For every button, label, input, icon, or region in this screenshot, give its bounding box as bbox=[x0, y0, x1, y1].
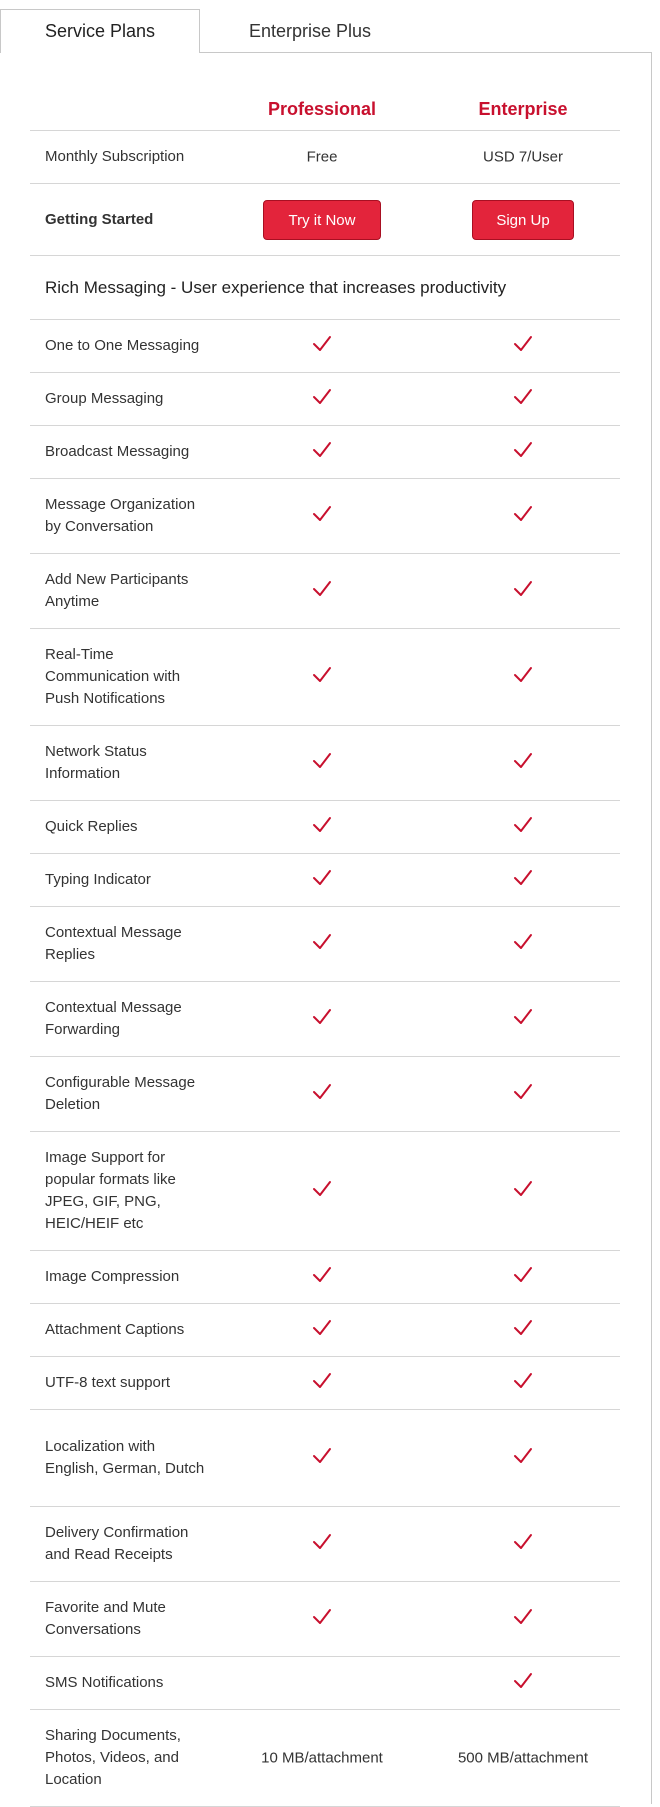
checkmark-icon bbox=[242, 440, 402, 464]
feature-row bbox=[30, 554, 620, 629]
feature-row bbox=[30, 726, 620, 801]
section-title: Rich Messaging - User experience that increases productivity bbox=[45, 277, 507, 297]
professional-limit: 10 MB/attachment bbox=[261, 1749, 383, 1767]
feature-row bbox=[30, 1657, 620, 1710]
checkmark-icon bbox=[443, 334, 603, 358]
feature-label: Message Organization by Conversation bbox=[45, 496, 196, 535]
checkmark-icon bbox=[443, 1607, 603, 1631]
feature-label: Image Compression bbox=[45, 1268, 180, 1285]
checkmark-icon bbox=[443, 1318, 603, 1342]
feature-label: Real-Time Communication with Push Notifications bbox=[45, 646, 181, 707]
feature-row bbox=[30, 1132, 620, 1251]
checkmark-icon bbox=[242, 1532, 402, 1556]
panel-border bbox=[651, 52, 652, 1804]
checkmark-icon bbox=[443, 440, 603, 464]
feature-label: One to One Messaging bbox=[45, 337, 200, 354]
feature-label: Network Status Information bbox=[45, 743, 147, 782]
checkmark-icon bbox=[443, 868, 603, 892]
checkmark-icon bbox=[443, 1007, 603, 1031]
feature-label: Attachment Captions bbox=[45, 1321, 185, 1338]
professional-cta-cell bbox=[242, 200, 402, 240]
checkmark-icon bbox=[443, 579, 603, 603]
checkmark-icon bbox=[242, 932, 402, 956]
checkmark-icon bbox=[242, 868, 402, 892]
feature-row bbox=[30, 1410, 620, 1507]
checkmark-icon bbox=[242, 1607, 402, 1631]
checkmark-icon bbox=[443, 387, 603, 411]
feature-label: Group Messaging bbox=[45, 390, 164, 407]
feature-row bbox=[30, 982, 620, 1057]
pricing-row bbox=[30, 131, 620, 184]
plan-tabs bbox=[0, 0, 660, 53]
feature-label: Typing Indicator bbox=[45, 871, 151, 888]
feature-row bbox=[30, 426, 620, 479]
feature-row bbox=[30, 1710, 620, 1807]
checkmark-icon bbox=[242, 751, 402, 775]
enterprise-price: USD 7/User bbox=[482, 148, 564, 166]
feature-label: Contextual Message Replies bbox=[45, 924, 182, 963]
enterprise-limit: 500 MB/attachment bbox=[457, 1749, 589, 1767]
plan-header-row bbox=[30, 85, 620, 131]
checkmark-icon bbox=[443, 932, 603, 956]
checkmark-icon bbox=[443, 1265, 603, 1289]
checkmark-icon bbox=[443, 1532, 603, 1556]
checkmark-icon bbox=[443, 1179, 603, 1203]
checkmark-icon bbox=[443, 665, 603, 689]
section-header-row bbox=[30, 256, 620, 320]
feature-label: Broadcast Messaging bbox=[45, 443, 190, 460]
getting-started-row bbox=[30, 184, 620, 256]
enterprise-cta-cell bbox=[443, 200, 603, 240]
feature-label: SMS Notifications bbox=[45, 1674, 164, 1691]
feature-row bbox=[30, 629, 620, 726]
feature-label: Quick Replies bbox=[45, 818, 138, 835]
feature-list bbox=[30, 320, 620, 1807]
feature-row bbox=[30, 373, 620, 426]
checkmark-icon bbox=[242, 1179, 402, 1203]
checkmark-icon bbox=[242, 334, 402, 358]
pricing-label: Monthly Subscription bbox=[45, 148, 185, 165]
checkmark-icon bbox=[443, 504, 603, 528]
plan-enterprise-heading: Enterprise bbox=[478, 99, 568, 119]
checkmark-icon bbox=[242, 1318, 402, 1342]
comparison-table bbox=[30, 85, 620, 1807]
feature-label: Configurable Message Deletion bbox=[45, 1074, 196, 1113]
checkmark-icon bbox=[242, 1082, 402, 1106]
feature-row bbox=[30, 801, 620, 854]
checkmark-icon bbox=[242, 1446, 402, 1470]
checkmark-icon bbox=[242, 504, 402, 528]
tab-service-plans[interactable]: Service Plans bbox=[0, 9, 200, 53]
feature-row bbox=[30, 1304, 620, 1357]
checkmark-icon bbox=[443, 751, 603, 775]
feature-label: UTF-8 text support bbox=[45, 1374, 171, 1391]
feature-row bbox=[30, 907, 620, 982]
checkmark-icon bbox=[242, 387, 402, 411]
checkmark-icon bbox=[443, 815, 603, 839]
sign-up-button[interactable]: Sign Up bbox=[472, 200, 574, 240]
feature-row bbox=[30, 479, 620, 554]
tab-enterprise-plus[interactable]: Enterprise Plus bbox=[248, 21, 372, 41]
feature-label: Sharing Documents, Photos, Videos, and Location bbox=[45, 1727, 181, 1788]
checkmark-icon bbox=[443, 1371, 603, 1395]
getting-started-label: Getting Started bbox=[45, 210, 154, 228]
checkmark-icon bbox=[443, 1671, 603, 1695]
checkmark-icon bbox=[242, 1007, 402, 1031]
try-it-now-button[interactable]: Try it Now bbox=[263, 200, 381, 240]
professional-price: Free bbox=[306, 148, 338, 166]
feature-row bbox=[30, 1251, 620, 1304]
feature-label: Localization with English, German, Dutch bbox=[45, 1438, 205, 1477]
feature-row bbox=[30, 1507, 620, 1582]
checkmark-icon bbox=[443, 1446, 603, 1470]
feature-row bbox=[30, 320, 620, 373]
feature-label: Favorite and Mute Conversations bbox=[45, 1599, 166, 1638]
feature-label: Add New Participants Anytime bbox=[45, 571, 189, 610]
feature-row bbox=[30, 1057, 620, 1132]
feature-label: Contextual Message Forwarding bbox=[45, 999, 182, 1038]
feature-row bbox=[30, 1582, 620, 1657]
feature-row bbox=[30, 1357, 620, 1410]
tab-divider bbox=[200, 52, 652, 53]
feature-label: Image Support for popular formats like JPEG, GIF, PNG, HEIC/HEIF etc bbox=[45, 1149, 176, 1232]
feature-row bbox=[30, 854, 620, 907]
checkmark-icon bbox=[242, 815, 402, 839]
plan-professional-heading: Professional bbox=[267, 99, 377, 119]
checkmark-icon bbox=[443, 1082, 603, 1106]
checkmark-icon bbox=[242, 1371, 402, 1395]
checkmark-icon bbox=[242, 579, 402, 603]
checkmark-icon bbox=[242, 665, 402, 689]
checkmark-icon bbox=[242, 1265, 402, 1289]
feature-label: Delivery Confirmation and Read Receipts bbox=[45, 1524, 189, 1563]
